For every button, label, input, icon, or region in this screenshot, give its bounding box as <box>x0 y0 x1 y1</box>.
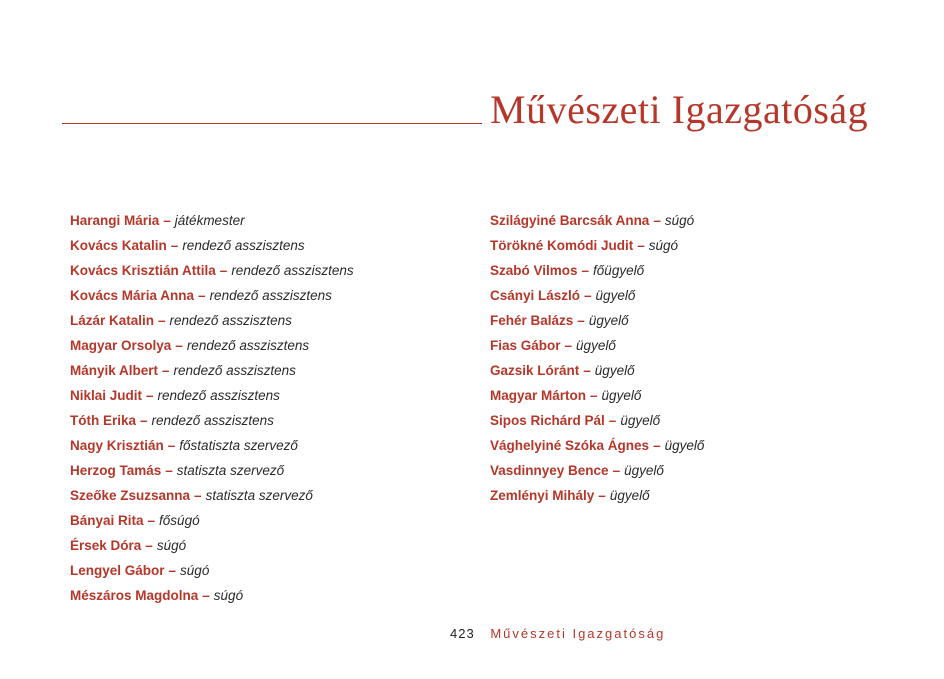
staff-entry <box>490 258 704 283</box>
staff-role: súgó <box>648 238 679 253</box>
staff-entry <box>70 408 354 433</box>
separator-dash: – <box>577 313 585 328</box>
staff-role: főstatiszta szervező <box>179 438 298 453</box>
staff-name: Zemlényi Mihály <box>490 488 595 503</box>
separator-dash: – <box>653 213 661 228</box>
staff-role: súgó <box>664 213 695 228</box>
staff-name: Fias Gábor <box>490 338 561 353</box>
separator-dash: – <box>202 588 210 603</box>
staff-name: Szilágyiné Barcsák Anna <box>490 213 650 228</box>
staff-entry <box>490 458 704 483</box>
staff-role: rendező asszisztens <box>157 388 280 403</box>
separator-dash: – <box>612 463 621 478</box>
staff-role: rendező asszisztens <box>173 363 296 378</box>
staff-entry <box>70 508 354 533</box>
staff-list-left <box>70 208 354 608</box>
staff-name: Kovács Mária Anna <box>70 288 195 303</box>
separator-dash: – <box>170 238 179 253</box>
page-footer <box>450 626 665 641</box>
separator-dash: – <box>175 338 183 353</box>
staff-role: rendező asszisztens <box>186 338 310 353</box>
separator-dash: – <box>198 288 206 303</box>
staff-role: súgó <box>180 563 210 578</box>
staff-name: Sipos Richárd Pál <box>490 413 605 428</box>
staff-entry <box>70 583 354 608</box>
staff-name: Lengyel Gábor <box>70 563 165 578</box>
staff-entry <box>70 433 354 458</box>
staff-role: statiszta szervező <box>205 488 313 503</box>
staff-role: ügyelő <box>594 363 635 378</box>
separator-dash: – <box>147 513 156 528</box>
separator-dash: – <box>162 363 170 378</box>
separator-dash: – <box>146 388 154 403</box>
separator-dash: – <box>581 263 590 278</box>
staff-role: rendező asszisztens <box>231 263 354 278</box>
footer-title: Művészeti Igazgatóság <box>490 626 666 641</box>
staff-role: fősúgó <box>159 513 200 528</box>
staff-entry <box>70 258 354 283</box>
staff-name: Niklai Judit <box>70 388 143 403</box>
separator-dash: – <box>653 438 661 453</box>
staff-name: Szabó Vilmos <box>490 263 578 278</box>
staff-entry <box>70 458 354 483</box>
staff-role: súgó <box>213 588 244 603</box>
staff-name: Törökné Komódi Judit <box>490 238 634 253</box>
staff-role: ügyelő <box>601 388 642 403</box>
staff-role: ügyelő <box>624 463 664 478</box>
staff-name: Magyar Márton <box>490 388 587 403</box>
staff-role: rendező asszisztens <box>209 288 332 303</box>
staff-entry <box>490 283 704 308</box>
staff-name: Csányi László <box>490 288 581 303</box>
staff-name: Nagy Krisztián <box>70 438 164 453</box>
staff-entry <box>70 533 354 558</box>
staff-name: Bányai Rita <box>70 513 144 528</box>
staff-role: ügyelő <box>609 488 650 503</box>
staff-name: Fehér Balázs <box>490 313 574 328</box>
staff-entry <box>70 383 354 408</box>
separator-dash: – <box>590 388 598 403</box>
staff-list-right <box>490 208 704 508</box>
staff-name: Kovács Katalin <box>70 238 167 253</box>
separator-dash: – <box>598 488 606 503</box>
staff-name: Szeőke Zsuzsanna <box>70 488 191 503</box>
staff-name: Gazsik Lóránt <box>490 363 580 378</box>
staff-entry <box>70 233 354 258</box>
staff-entry <box>490 483 704 508</box>
separator-dash: – <box>584 288 592 303</box>
staff-entry <box>490 408 704 433</box>
staff-role: ügyelő <box>664 438 705 453</box>
separator-dash: – <box>140 413 148 428</box>
staff-entry <box>490 233 704 258</box>
title-rule <box>62 123 482 124</box>
staff-entry <box>490 308 704 333</box>
separator-dash: – <box>637 238 645 253</box>
staff-role: ügyelő <box>620 413 661 428</box>
staff-entry <box>70 358 354 383</box>
separator-dash: – <box>583 363 591 378</box>
staff-role: rendező asszisztens <box>182 238 305 253</box>
staff-role: ügyelő <box>588 313 629 328</box>
page-number: 423 <box>450 626 475 641</box>
staff-entry <box>70 333 354 358</box>
staff-entry <box>490 358 704 383</box>
staff-role: ügyelő <box>595 288 636 303</box>
separator-dash: – <box>219 263 228 278</box>
staff-name: Magyar Orsolya <box>70 338 172 353</box>
staff-entry <box>490 383 704 408</box>
separator-dash: – <box>168 563 177 578</box>
staff-entry <box>70 308 354 333</box>
staff-role: rendező asszisztens <box>169 313 292 328</box>
staff-name: Tóth Erika <box>70 413 137 428</box>
separator-dash: – <box>145 538 153 553</box>
separator-dash: – <box>158 313 166 328</box>
staff-role: ügyelő <box>576 338 616 353</box>
staff-entry <box>490 433 704 458</box>
separator-dash: – <box>163 213 171 228</box>
staff-entry <box>490 208 704 233</box>
separator-dash: – <box>167 438 176 453</box>
staff-role: rendező asszisztens <box>151 413 274 428</box>
staff-role: játékmester <box>174 213 245 228</box>
page-title: Művészeti Igazgatóság <box>490 87 869 132</box>
staff-name: Harangi Mária <box>70 213 160 228</box>
staff-name: Herzog Tamás <box>70 463 162 478</box>
staff-name: Mészáros Magdolna <box>70 588 199 603</box>
staff-name: Vasdinnyey Bence <box>490 463 609 478</box>
staff-role: statiszta szervező <box>176 463 285 478</box>
staff-role: főügyelő <box>593 263 645 278</box>
separator-dash: – <box>194 488 202 503</box>
staff-entry <box>70 208 354 233</box>
separator-dash: – <box>165 463 173 478</box>
staff-name: Lázár Katalin <box>70 313 155 328</box>
staff-role: súgó <box>156 538 187 553</box>
staff-name: Mányik Albert <box>70 363 159 378</box>
staff-entry <box>70 558 354 583</box>
staff-name: Kovács Krisztián Attila <box>70 263 216 278</box>
staff-name: Vághelyiné Szóka Ágnes <box>490 438 650 453</box>
staff-entry <box>490 333 704 358</box>
staff-entry <box>70 283 354 308</box>
separator-dash: – <box>608 413 617 428</box>
separator-dash: – <box>564 338 573 353</box>
staff-name: Érsek Dóra <box>70 538 142 553</box>
staff-entry <box>70 483 354 508</box>
